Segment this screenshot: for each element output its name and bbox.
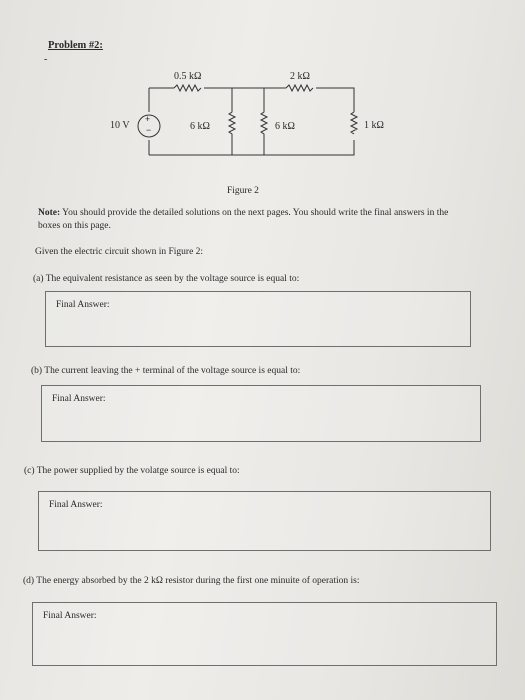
answer-label-d: Final Answer: <box>43 611 97 621</box>
answer-box-a[interactable] <box>45 291 471 347</box>
answer-label-c: Final Answer: <box>49 500 103 510</box>
stray-dash: - <box>44 54 48 65</box>
answer-label-a: Final Answer: <box>56 300 110 310</box>
resistor-6k-1 <box>229 88 235 155</box>
label-6k-1: 6 kΩ <box>190 121 210 132</box>
question-c: (c) The power supplied by the volatge source is equal to: <box>24 466 240 476</box>
answer-box-c[interactable] <box>38 491 491 551</box>
resistor-6k-2 <box>261 88 267 155</box>
figure-caption: Figure 2 <box>227 186 259 196</box>
question-a: (a) The equivalent resistance as seen by the voltage source is equal to: <box>33 274 300 284</box>
question-d: (d) The energy absorbed by the 2 kΩ resistor during the first one minuite of operation is: <box>23 576 360 586</box>
resistor-2k <box>286 85 313 91</box>
wire-top-c <box>316 88 354 112</box>
answer-box-d[interactable] <box>32 602 497 666</box>
source-minus: − <box>146 125 152 135</box>
resistor-0.5k <box>174 85 201 91</box>
problem-heading: Problem #2: <box>48 40 103 51</box>
answer-box-b[interactable] <box>41 385 481 442</box>
label-2k: 2 kΩ <box>290 71 310 82</box>
note-paragraph <box>38 207 468 233</box>
answer-label-b: Final Answer: <box>52 394 106 404</box>
note-text: You should provide the detailed solutions on the next pages. You should write the final answers in the boxes on this page. <box>38 208 449 231</box>
resistor-1k <box>351 112 357 134</box>
label-source: 10 V <box>110 120 130 131</box>
question-b: (b) The current leaving the + terminal of the voltage source is equal to: <box>31 366 301 376</box>
wire-bottom <box>149 140 354 155</box>
label-1k: 1 kΩ <box>364 120 384 131</box>
label-6k-2: 6 kΩ <box>275 121 295 132</box>
given-statement: Given the electric circuit shown in Figure 2: <box>35 247 204 257</box>
circuit-diagram <box>0 0 525 200</box>
source-plus: + <box>145 114 151 124</box>
note-label: Note: <box>38 208 61 218</box>
label-0.5k: 0.5 kΩ <box>174 71 202 82</box>
